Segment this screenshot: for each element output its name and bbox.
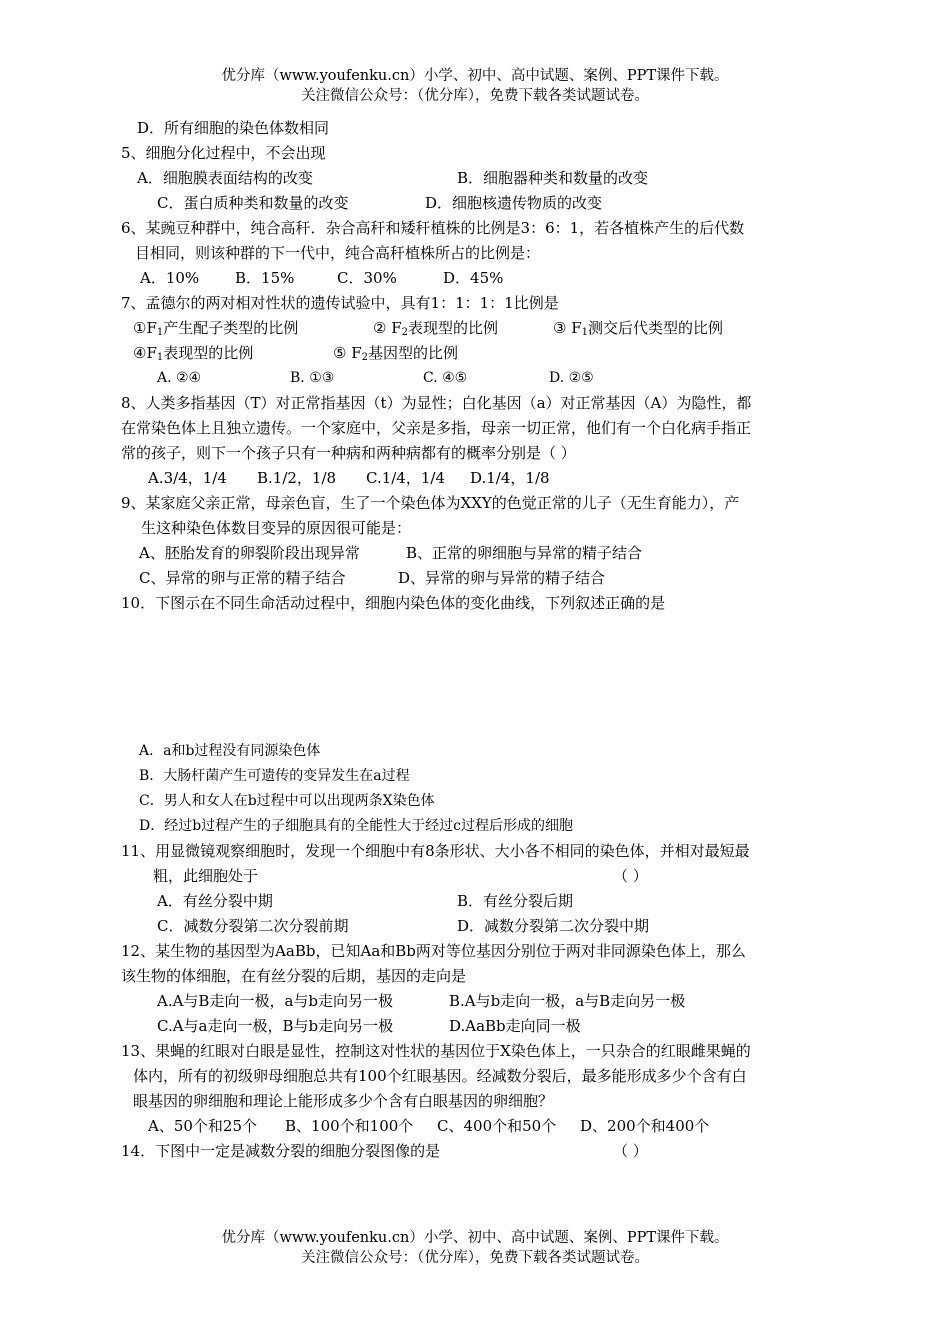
q9-option-b: B、正常的卵细胞与异常的精子结合 bbox=[406, 544, 643, 562]
q8-stem-line-2: 在常染色体上且独立遗传。一个家庭中，父亲是多指，母亲一切正常，他们有一个白化病手指正 bbox=[121, 419, 752, 437]
q7-stem: 7、孟德尔的两对相对性状的遗传试验中，具有1：1：1：1比例是 bbox=[121, 294, 559, 312]
q7-option-c: C. ④⑤ bbox=[423, 370, 468, 386]
footer-line-2: 关注微信公众号：（优分库），免费下载各类试题试卷。 bbox=[301, 1250, 649, 1266]
header-line-1: 优分库（www.youfenku.cn）小学、初中、高中试题、案例、PPT课件下载。 bbox=[221, 68, 729, 84]
q11-option-d: D．减数分裂第二次分裂中期 bbox=[457, 917, 650, 935]
q10-stem: 10．下图示在不同生命活动过程中，细胞内染色体的变化曲线，下列叙述正确的是 bbox=[121, 594, 666, 612]
q8-option-c: C.1/4，1/4 bbox=[366, 469, 445, 487]
q12-option-b: B.A与b走向一极，a与B走向另一极 bbox=[449, 992, 686, 1010]
q14-answer-blank: （ ） bbox=[613, 1142, 648, 1160]
q12-stem-line-2: 该生物的体细胞，在有丝分裂的后期，基因的走向是 bbox=[121, 967, 467, 985]
q13-option-c: C、400个和50个 bbox=[437, 1117, 557, 1135]
q7-item-4: $④F_1$表现型的比例 bbox=[133, 344, 254, 363]
q6-stem-line-1: 6、某豌豆种群中，纯合高秆．杂合高秆和矮秆植株的比例是3：6：1，若各植株产生的后代数 bbox=[121, 219, 745, 237]
q8-stem-line-1: 8、人类多指基因（T）对正常指基因（t）为显性；白化基因（a）对正常基因（A）为隐性，都 bbox=[121, 394, 752, 412]
q11-stem-line-1: 11、用显微镜观察细胞时，发现一个细胞中有8条形状、大小各不相同的染色体，并相对最短最 bbox=[121, 842, 750, 860]
q14-stem: 14．下图中一定是减数分裂的细胞分裂图像的是 bbox=[121, 1142, 441, 1160]
q11-option-a: A．有丝分裂中期 bbox=[157, 892, 273, 910]
q7-item-1: $①F_1$产生配子类型的比例 bbox=[133, 319, 299, 338]
q8-option-b: B.1/2，1/8 bbox=[257, 469, 337, 487]
q6-option-c: C．30% bbox=[337, 269, 397, 287]
q8-stem-line-3: 常的孩子，则下一个孩子只有一种病和两种病都有的概率分别是（ ） bbox=[121, 444, 576, 462]
q5-option-b: B．细胞器种类和数量的改变 bbox=[457, 169, 649, 187]
q11-stem-line-2: 粗，此细胞处于 bbox=[153, 867, 259, 885]
footer-line-1: 优分库（www.youfenku.cn）小学、初中、高中试题、案例、PPT课件下载。 bbox=[221, 1230, 729, 1246]
q7-item-3: ③ $F_1$测交后代类型的比例 bbox=[553, 319, 724, 338]
q10-option-b: B．大肠杆菌产生可遗传的变异发生在a过程 bbox=[139, 768, 410, 784]
q8-option-d: D.1/4，1/8 bbox=[470, 469, 550, 487]
q6-option-d: D．45% bbox=[443, 269, 504, 287]
q7-item-2: ② $F_2$表现型的比例 bbox=[373, 319, 499, 338]
q13-stem-line-1: 13、果蝇的红眼对白眼是显性，控制这对性状的基因位于X染色体上，一只杂合的红眼雌果蝇的 bbox=[121, 1042, 751, 1060]
page-header bbox=[0, 66, 950, 106]
q7-option-b: B. ①③ bbox=[290, 370, 335, 386]
q10-option-c: C．男人和女人在b过程中可以出现两条X染色体 bbox=[139, 793, 435, 809]
q11-option-c: C．减数分裂第二次分裂前期 bbox=[157, 917, 349, 935]
q12-option-d: D.AaBb走向同一极 bbox=[449, 1017, 581, 1035]
q9-stem-line-2: 生这种染色体数目变异的原因很可能是： bbox=[141, 519, 412, 537]
q7-option-d: D. ②⑤ bbox=[549, 370, 594, 386]
q6-option-a: A．10% bbox=[140, 269, 200, 287]
q9-stem-line-1: 9、某家庭父亲正常，母亲色盲，生了一个染色体为XXY的色觉正常的儿子（无生育能力），产 bbox=[121, 494, 740, 512]
q9-option-c: C、异常的卵与正常的精子结合 bbox=[139, 569, 346, 587]
q10-option-a: A．a和b过程没有同源染色体 bbox=[139, 743, 321, 759]
q11-option-b: B．有丝分裂后期 bbox=[457, 892, 574, 910]
q7-item-5: ⑤ $F_2$基因型的比例 bbox=[333, 344, 459, 363]
q6-stem-line-2: 目相同，则该种群的下一代中，纯合高秆植株所占的比例是： bbox=[135, 244, 541, 262]
q5-stem: 5、细胞分化过程中，不会出现 bbox=[121, 144, 326, 162]
q12-option-a: A.A与B走向一极，a与b走向另一极 bbox=[157, 992, 394, 1010]
q13-option-b: B、100个和100个 bbox=[285, 1117, 414, 1135]
q8-option-a: A.3/4，1/4 bbox=[148, 469, 227, 487]
q6-option-b: B．15% bbox=[235, 269, 295, 287]
q13-option-d: D、200个和400个 bbox=[580, 1117, 710, 1135]
q13-stem-line-3: 眼基因的卵细胞和理论上能形成多少个含有白眼基因的卵细胞？ bbox=[133, 1092, 554, 1110]
q5-option-d: D．细胞核遗传物质的改变 bbox=[425, 194, 603, 212]
q4-option-d: D．所有细胞的染色体数相同 bbox=[137, 119, 330, 137]
page-footer bbox=[0, 1228, 950, 1268]
header-line-2: 关注微信公众号：（优分库），免费下载各类试题试卷。 bbox=[301, 88, 649, 104]
q9-option-d: D、异常的卵与异常的精子结合 bbox=[398, 569, 606, 587]
q12-option-c: C.A与a走向一极，B与b走向另一极 bbox=[157, 1017, 394, 1035]
q11-answer-blank: （ ） bbox=[613, 867, 648, 885]
q10-option-d: D．经过b过程产生的子细胞具有的全能性大于经过c过程后形成的细胞 bbox=[139, 818, 574, 834]
q12-stem-line-1: 12、某生物的基因型为AaBb，已知Aa和Bb两对等位基因分别位于两对非同源染色体上，那么 bbox=[121, 942, 746, 960]
q13-option-a: A、50个和25个 bbox=[148, 1117, 258, 1135]
q13-stem-line-2: 体内，所有的初级卵母细胞总共有100个红眼基因。经减数分裂后，最多能形成多少个含有白 bbox=[133, 1067, 747, 1085]
q5-option-a: A．细胞膜表面结构的改变 bbox=[137, 169, 313, 187]
q7-option-a: A. ②④ bbox=[157, 370, 202, 386]
q9-option-a: A、胚胎发育的卵裂阶段出现异常 bbox=[139, 544, 360, 562]
q5-option-c: C．蛋白质种类和数量的改变 bbox=[157, 194, 349, 212]
